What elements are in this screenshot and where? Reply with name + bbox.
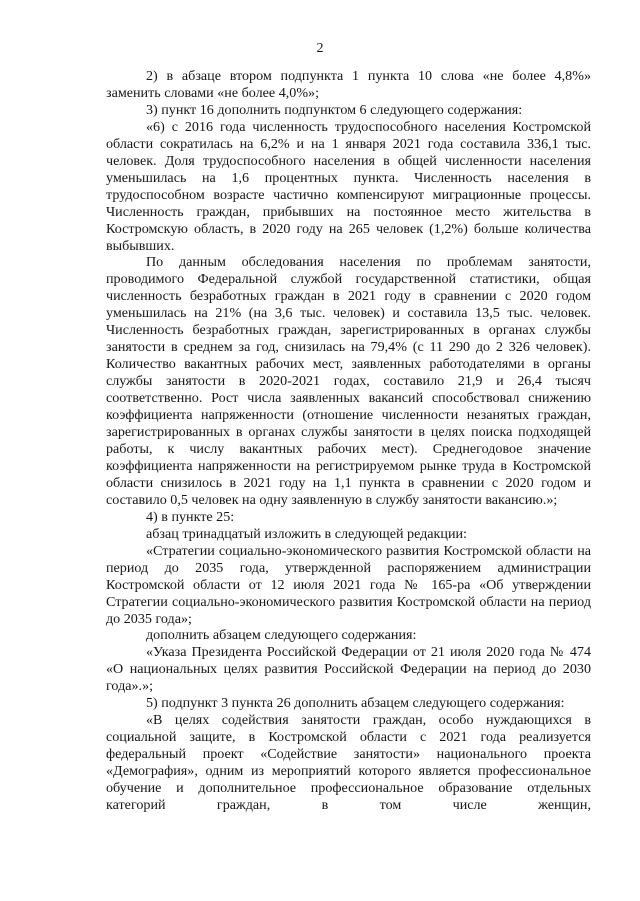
paragraph-strategy-quote: «Стратегии социально-экономического развития Костромской области на период до 2035 года, утвержденной распоряжением администрации Костромской области от 12 июля 2021 года № 165-ра «Об утверждении Стратегии социально-экономического развития Костромской области на период до 2035 года»;: [106, 542, 591, 627]
paragraph-thirteenth-abzac: абзац тринадцатый изложить в следующей редакции:: [146, 525, 467, 542]
document-body: [106, 68, 591, 814]
paragraph-amendment-2: 2) в абзаце втором подпункта 1 пункта 10 слова «не более 4,8%» заменить словами «не более 4,0%»;: [106, 68, 591, 101]
paragraph-amendment-3: 3) пункт 16 дополнить подпунктом 6 следующего содержания:: [146, 101, 523, 118]
paragraph-amendment-5: 5) подпункт 3 пункта 26 дополнить абзацем следующего содержания:: [146, 695, 565, 712]
paragraph-population-quote: «6) с 2016 года численность трудоспособного населения Костромской области сократилась на 6,2% и на 1 января 2021 года составила 336,1 тыс. человек. Доля трудоспособного населения в общей численности населения уменьшилась на 1,6 процентных пункта. Численность населения в трудоспособном возрасте частично компенсируют миграционные процессы. Численность граждан, прибывших на постоянное место жительства в Костромскую область, в 2020 году на 265 человек (1,2%) больше количества выбывших.: [106, 118, 591, 254]
paragraph-amendment-4: 4) в пункте 25:: [146, 508, 235, 525]
paragraph-add-abzac: дополнить абзацем следующего содержания:: [146, 627, 417, 644]
paragraph-employment-survey: По данным обследования населения по проблемам занятости, проводимого Федеральной службой государственной статистики, общая численность безработных граждан в 2021 году в сравнении с 2020 годом уменьшилась на 21% (на 3,6 тыс. человек) и составила 13,5 тыс. человек. Численность безработных граждан, зарегистрированных в органах службы занятости в среднем за год, снизилась на 79,4% (с 11 290 до 2 326 человек). Количество вакантных рабочих мест, заявленных работодателями в органы службы занятости в 2020-2021 годах, составило 21,9 и 26,4 тысяч соответственно. Рост числа заявленных вакансий способствовал снижению коэффициента напряженности (отношение численности незанятых граждан, зарегистрированных в органах службы занятости в целях поиска подходящей работы, к числу вакантных рабочих мест). Среднегодовое значение коэффициента напряженности на регистрируемом рынке труда в Костромской области снизилось в 2021 году на 1,1 пункта в сравнении с 2020 годом и составило 0,5 человек на одну заявленную в службу занятости вакансию.»;: [106, 254, 591, 508]
paragraph-employment-project-quote: «В целях содействия занятости граждан, особо нуждающихся в социальной защите, в Костромской области с 2021 года реализуется федеральный проект «Содействие занятости» национального проекта «Демография», одним из мероприятий которого является профессиональное обучение и дополнительное профессиональное образование отдельных категорий граждан, в том числе женщин,: [106, 712, 591, 813]
paragraph-decree-quote: «Указа Президента Российской Федерации от 21 июля 2020 года № 474 «О национальных целях развития Российской Федерации на период до 2030 года».»;: [106, 644, 591, 695]
page-number: 2: [316, 41, 324, 56]
